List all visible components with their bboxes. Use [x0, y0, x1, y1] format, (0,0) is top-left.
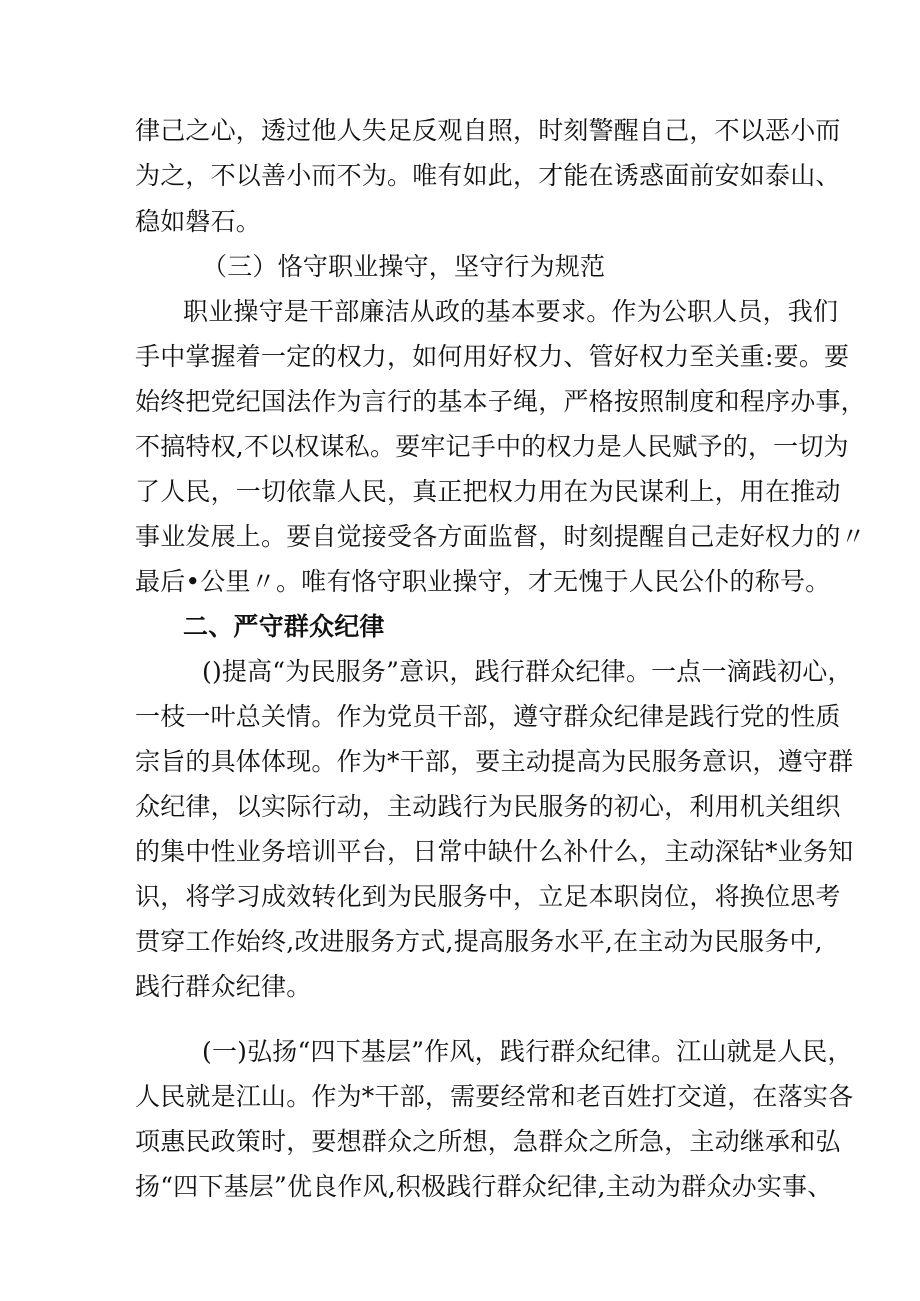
- paragraph-first-line: (一)弘扬“四下基层”作风，践行群众纪律。江山就是人民，: [202, 1037, 853, 1066]
- body-text-line: 众纪律，以实际行动，主动践行为民服务的初心，利用机关组织: [135, 792, 841, 821]
- body-text-line: 识，将学习成效转化到为民服务中，立足本职岗位，将换位思考: [135, 882, 841, 911]
- body-text-line: 律己之心，透过他人失足反观自照，时刻警醒自己，不以恶小而: [135, 116, 841, 145]
- paragraph-first-line: 职业操守是干部廉洁从政的基本要求。作为公职人员，我们: [183, 297, 839, 326]
- body-text-line: 不搞特权,不以权谋私。要牢记手中的权力是人民赋予的，一切为: [135, 432, 849, 461]
- body-text-line: 了人民，一切依靠人民，真正把权力用在为民谋利上，用在推动: [135, 477, 841, 506]
- body-text-line: 人民就是江山。作为*干部，需要经常和老百姓打交道，在落实各: [135, 1082, 854, 1111]
- body-text-line: 始终把党纪国法作为言行的基本子绳，严格按照制度和程序办事，: [135, 387, 866, 416]
- body-text-line: 事业发展上。要自觉接受各方面监督，时刻提醒自己走好权力的〃: [135, 522, 866, 551]
- body-text-line: 扬“四下基层”优良作风,积极践行群众纪律,主动为群众办实事、: [135, 1172, 833, 1201]
- body-text-line: 最后•公里〃。唯有恪守职业操守，才无愧于人民公仆的称号。: [135, 567, 831, 596]
- body-text-line: 项惠民政策时，要想群众之所想，急群众之所急，主动继承和弘: [135, 1127, 841, 1156]
- body-text-line: 为之，不以善小而不为。唯有如此，才能在诱惑面前安如泰山、: [135, 161, 841, 190]
- body-text-line: 一枝一叶总关情。作为党员干部，遵守群众纪律是践行党的性质: [135, 702, 841, 731]
- paragraph-first-line: ()提高“为民服务”意识，践行群众纪律。一点一滴践初心，: [202, 657, 853, 686]
- body-text-line: 的集中性业务培训平台，日常中缺什么补什么，主动深钻*业务知: [135, 837, 854, 866]
- body-text-line: 贯穿工作始终,改进服务方式,提高服务水平,在主动为民服务中,: [135, 927, 823, 956]
- body-text-line: 稳如磐石。: [135, 207, 262, 236]
- body-text-line: 手中掌握着一定的权力，如何用好权力、管好权力至关重:要。要: [135, 342, 850, 371]
- body-text-line: 践行群众纪律。: [135, 972, 312, 1001]
- section-heading: （三）恪守职业操守，坚守行为规范: [202, 252, 606, 281]
- chapter-heading: 二、严守群众纪律: [183, 612, 385, 641]
- body-text-line: 宗旨的具体体现。作为*干部，要主动提高为民服务意识，遵守群: [135, 747, 854, 776]
